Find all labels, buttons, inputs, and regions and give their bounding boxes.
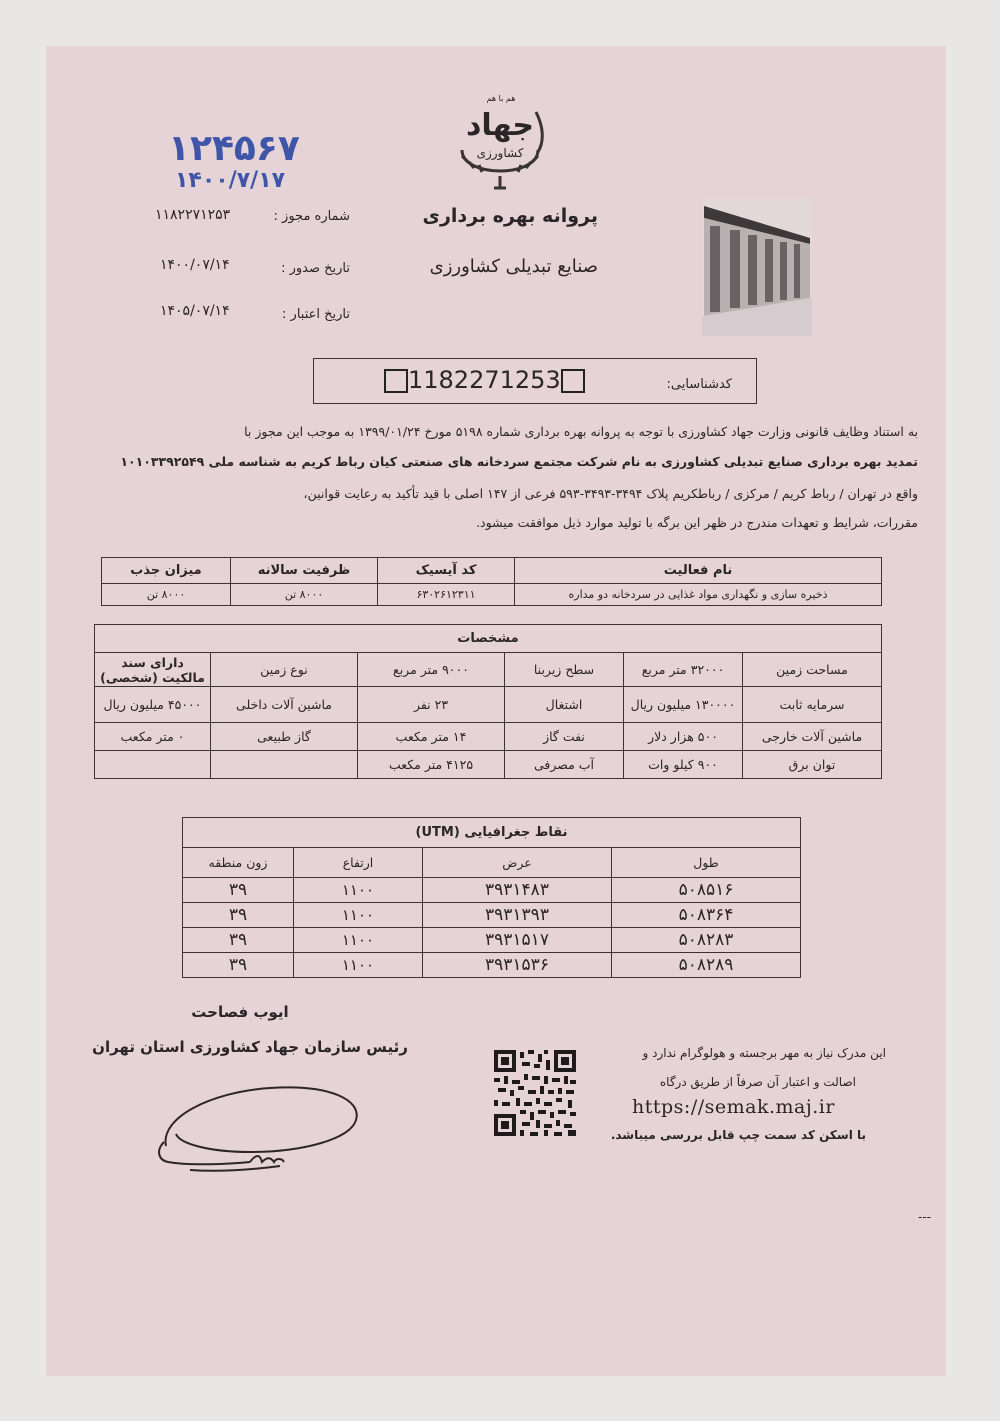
specs-row xyxy=(95,687,882,723)
geo-header: طول xyxy=(612,848,801,878)
activity-table xyxy=(101,557,882,606)
activity-name-header: نام فعالیت xyxy=(515,558,882,584)
specs-cell: ۱۳۰۰۰۰ میلیون ریال xyxy=(624,687,743,723)
specs-cell: ماشین آلات داخلی xyxy=(211,687,358,723)
geo-cell: ۱۱۰۰ xyxy=(294,928,423,953)
specs-cell: ۹۰۰ کیلو وات xyxy=(624,751,743,779)
signer-name: ایوب فصاحت xyxy=(191,1003,289,1021)
isic-code-header: کد آیسیک xyxy=(378,558,515,584)
specs-cell: آب مصرفی xyxy=(505,751,624,779)
specs-cell: دارای سند مالکیت (شخصی) xyxy=(95,653,211,687)
geo-cell: ۱۱۰۰ xyxy=(294,903,423,928)
identification-code-box xyxy=(313,358,757,404)
specs-title: مشخصات xyxy=(95,625,882,653)
specs-cell: ۲۳ نفر xyxy=(358,687,505,723)
handwritten-number: ۱۲۴۵۶۷ xyxy=(168,128,300,169)
activity-name-cell: ذخیره سازی و نگهداری مواد غذایی در سردخانه دو مداره xyxy=(515,584,882,606)
logo-sub-text: کشاورزی xyxy=(476,146,524,160)
logo-small-text: هم با هم xyxy=(486,94,516,103)
checkbox-left xyxy=(384,369,408,393)
geo-cell: ۳۹۳۱۳۹۳ xyxy=(423,903,612,928)
geo-cell: ۱۱۰۰ xyxy=(294,878,423,903)
license-number-value: ۱۱۸۲۲۷۱۲۵۳ xyxy=(155,207,231,223)
checkbox-right xyxy=(561,369,585,393)
geo-cell: ۱۱۰۰ xyxy=(294,953,423,978)
geo-cell: ۳۹ xyxy=(183,878,294,903)
geo-row xyxy=(183,953,801,978)
geo-cell: ۳۹ xyxy=(183,953,294,978)
expiry-date-label: تاریخ اعتبار : xyxy=(282,307,350,322)
notice-line-1: این مدرک نیاز به مهر برجسته و هولوگرام ندارد و xyxy=(642,1046,886,1060)
isic-code-cell: ۶۳۰۲۶۱۲۳۱۱ xyxy=(378,584,515,606)
specs-cell: ۴۵۰۰۰ میلیون ریال xyxy=(95,687,211,723)
specs-cell: گاز طبیعی xyxy=(211,723,358,751)
issue-date-value: ۱۴۰۰/۰۷/۱۴ xyxy=(160,257,230,273)
verification-url[interactable]: https://semak.maj.ir xyxy=(632,1096,835,1118)
geo-cell: ۵۰۸۲۸۳ xyxy=(612,928,801,953)
building-photo xyxy=(702,198,812,336)
geo-header: عرض xyxy=(423,848,612,878)
document-subtitle: صنایع تبدیلی کشاورزی xyxy=(429,256,598,277)
specs-row xyxy=(95,723,882,751)
identification-code-row xyxy=(384,366,585,394)
body-line-2: تمدید بهره برداری صنایع تبدیلی کشاورزی به نام شرکت مجتمع سردخانه های صنعتی کیان رباط کریم به شناسه ملی ۱۰۱۰۳۳۹۲۵۴۹ xyxy=(120,454,918,469)
geo-header-row xyxy=(183,848,801,878)
specs-row xyxy=(95,751,882,779)
geo-header: زون منطقه xyxy=(183,848,294,878)
signer-title: رئیس سازمان جهاد کشاورزی استان تهران xyxy=(92,1038,408,1056)
specs-cell: ماشین آلات خارجی xyxy=(743,723,882,751)
specs-cell: ۱۴ متر مکعب xyxy=(358,723,505,751)
specs-cell: نوع زمین xyxy=(211,653,358,687)
specs-cell: ۹۰۰۰ متر مربع xyxy=(358,653,505,687)
identification-code-value: 1182271253 xyxy=(408,366,561,394)
specs-cell: ۴۱۲۵ متر مکعب xyxy=(358,751,505,779)
issue-date-label: تاریخ صدور : xyxy=(281,261,350,276)
geo-cell: ۵۰۸۳۶۴ xyxy=(612,903,801,928)
document-title: پروانه بهره برداری xyxy=(422,205,598,227)
specs-cell: اشتغال xyxy=(505,687,624,723)
specs-cell: سطح زیربنا xyxy=(505,653,624,687)
geo-cell: ۳۹۳۱۵۳۶ xyxy=(423,953,612,978)
notice-line-2: اصالت و اعتبار آن صرفاً از طریق درگاه xyxy=(659,1075,856,1089)
jahad-logo xyxy=(448,92,552,192)
geo-cell: ۳۹۳۱۵۱۷ xyxy=(423,928,612,953)
specs-cell: ۰ متر مکعب xyxy=(95,723,211,751)
specs-cell: ۳۲۰۰۰ متر مربع xyxy=(624,653,743,687)
qr-code[interactable] xyxy=(494,1050,576,1136)
specs-cell: سرمایه ثابت xyxy=(743,687,882,723)
specs-cell xyxy=(95,751,211,779)
specs-table xyxy=(94,624,882,779)
activity-header-row xyxy=(102,558,882,584)
geo-cell: ۳۹ xyxy=(183,903,294,928)
specs-cell xyxy=(211,751,358,779)
body-line-4: مقررات، شرایط و تعهدات مندرج در ظهر این برگه با تولید موارد ذیل موافقت میشود. xyxy=(476,515,918,530)
geo-cell: ۳۹۳۱۴۸۳ xyxy=(423,878,612,903)
identification-code-label: کدشناسایی: xyxy=(666,377,732,392)
body-line-1: به استناد وظایف قانونی وزارت جهاد کشاورزی با توجه به پروانه بهره برداری شماره ۵۱۹۸ مورخ ۱۳۹۹/۰۱/۲۴ به موجب این مجوز با xyxy=(244,424,918,439)
expiry-date-value: ۱۴۰۵/۰۷/۱۴ xyxy=(160,303,230,319)
body-line-3: واقع در تهران / رباط کریم / مرکزی / رباطکریم پلاک ۳۴۹۴-۳۴۹۳-۵۹۳ فرعی از ۱۴۷ اصلی با قید تأکید به رعایت قوانین، xyxy=(303,486,918,501)
geo-header: ارتفاع xyxy=(294,848,423,878)
geo-cell: ۳۹ xyxy=(183,928,294,953)
activity-row xyxy=(102,584,882,606)
annual-capacity-cell: ۸۰۰۰ تن xyxy=(231,584,378,606)
notice-line-3: با اسکن کد سمت چپ قابل بررسی میباشد. xyxy=(610,1128,866,1142)
geo-row xyxy=(183,903,801,928)
logo-main-text: جهاد xyxy=(465,108,535,143)
geo-title: نقاط جغرافیایی (UTM) xyxy=(183,818,801,848)
geo-row xyxy=(183,928,801,953)
signature xyxy=(150,1078,370,1188)
license-number-label: شماره مجوز : xyxy=(273,209,350,224)
handwritten-date: ۱۴۰۰/۷/۱۷ xyxy=(175,168,286,193)
specs-cell: مساحت زمین xyxy=(743,653,882,687)
footer-mark: --- xyxy=(918,1210,931,1224)
specs-cell: نفت گاز xyxy=(505,723,624,751)
specs-row xyxy=(95,653,882,687)
geo-row xyxy=(183,878,801,903)
annual-capacity-header: ظرفیت سالانه xyxy=(231,558,378,584)
specs-cell: ۵۰۰ هزار دلار xyxy=(624,723,743,751)
geo-cell: ۵۰۸۲۸۹ xyxy=(612,953,801,978)
geo-table xyxy=(182,817,801,978)
specs-cell: توان برق xyxy=(743,751,882,779)
absorption-cell: ۸۰۰۰ تن xyxy=(102,584,231,606)
geo-cell: ۵۰۸۵۱۶ xyxy=(612,878,801,903)
absorption-header: میزان جذب xyxy=(102,558,231,584)
